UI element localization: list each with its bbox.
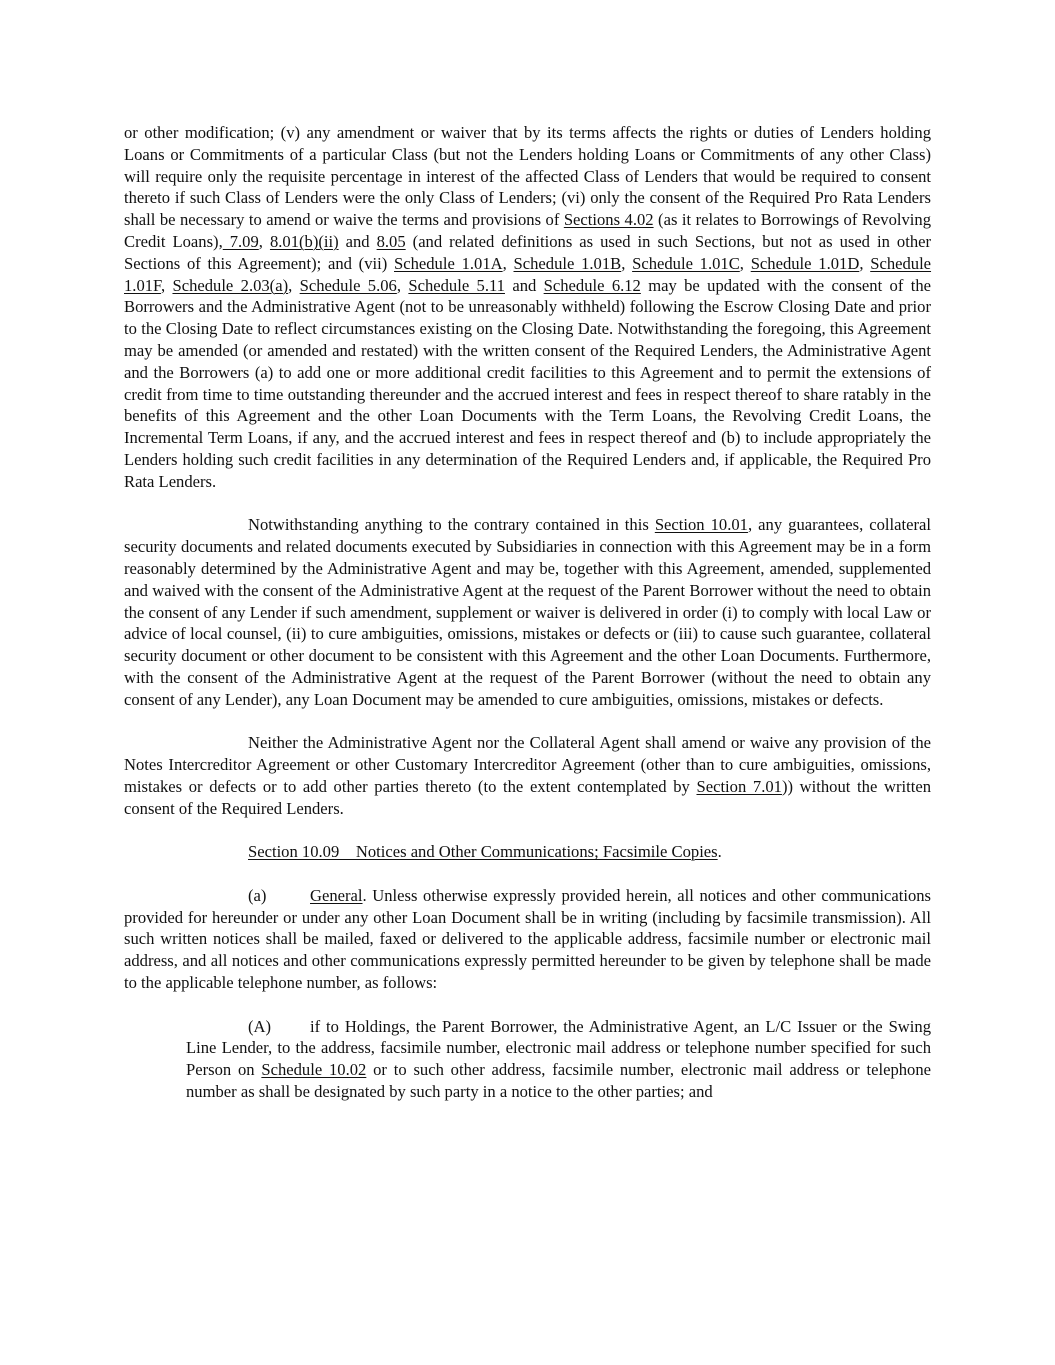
text-run: may be updated with the consent of the Borrowers and the Administrative Agent (not to be unreasonably withheld) following the Escrow Closing Date and prior to the Closing Date to reflect circumstances existing on the Closing Date. Notwithstanding the foregoing, this Agreement may be amended (or amended and restated) with the written consent of the Required Lenders, the Administrative Agent and the Borrowers (a) to add one or more additional credit facilities to this Agreement and to permit the extensions of credit from time to time outstanding thereunder and the accrued interest and fees in respect thereof to share ratably in the benefits of this Agreement and the other Loan Documents with the Term Loans, the Revolving Credit Loans, the Incremental Term Loans, if any, and the accrued interest and fees in respect thereof and (b) to include appropriately the Lenders holding such credit facilities in any determination of the Required Lenders and, if applicable, the Required Pro Rata Lenders.	[124, 275, 932, 491]
text-run: ,	[502, 253, 514, 273]
cross-reference: Schedule 1.01D	[750, 253, 860, 273]
text-run: ,	[621, 253, 633, 273]
section-heading	[124, 841, 931, 863]
cross-reference: Schedule 1.01F	[124, 253, 932, 295]
clause-label: (A)	[248, 1016, 272, 1036]
document-page	[124, 122, 931, 1103]
cross-reference: 8.05	[376, 231, 406, 251]
cross-reference: Schedule 6.12	[543, 275, 641, 295]
text-run: (and related definitions as used in such Sections, but not as used in other Sections of this Agreement); and (vii)	[124, 231, 932, 273]
cross-reference: Schedule 1.01C	[632, 253, 740, 273]
paragraph-general	[124, 885, 931, 994]
text-run: and	[338, 231, 377, 251]
text-run: if to Holdings, the Parent Borrower, the Administrative Agent, an L/C Issuer or the Swing Line Lender, to the address, facsimile number, electronic mail address or telephone number specified for such Person on	[186, 1016, 931, 1080]
paragraph-guarantees	[124, 514, 931, 710]
text-run: ,	[288, 275, 300, 295]
cross-reference: Schedule 10.02	[261, 1060, 367, 1080]
text-run: or other modification; (v) any amendment or waiver that by its terms affects the rights or duties of Lenders holding Loans or Commitments of a particular Class (but not the Lenders holding Loans or Commitments of any other Class) will require only the requisite percentage in interest of the affected Class of Lenders that would be required to consent thereto if such Class of Lenders were the only Class of Lenders; (vi) only the consent of the Required Pro Rata Lenders shall be necessary to amend or waive the terms and provisions of	[124, 123, 931, 230]
text-run: Neither the Administrative Agent nor the Collateral Agent shall amend or waive any provision of the Notes Intercreditor Agreement or other Customary Intercreditor Agreement (other than to cure ambiguities, omissions, mistakes or defects or to add other parties thereto (to the extent contemplated by	[124, 733, 931, 796]
paragraph-intercreditor	[124, 732, 931, 819]
text-run: ,	[160, 275, 173, 295]
cross-reference: Sections 4.02	[563, 210, 654, 230]
cross-reference: Schedule 1.01A	[394, 253, 503, 273]
cross-reference: Schedule 5.06	[299, 275, 397, 295]
text-run: and	[504, 275, 544, 295]
cross-reference: Section 7.01	[696, 776, 782, 796]
section-title: Section 10.09 Notices and Other Communications; Facsimile Copies	[248, 842, 718, 862]
text-run: (as it relates to Borrowings of Revolving Credit Loans),	[124, 210, 931, 251]
text-run: )) without the written consent of the Required Lenders.	[124, 776, 931, 818]
clause-title: General	[310, 885, 363, 905]
clause-label: (a)	[248, 885, 267, 905]
cross-reference: Schedule 1.01B	[513, 253, 622, 273]
text-run: , any guarantees, collateral security documents and related documents executed by Subsidiaries in connection with this Agreement may be in a form reasonably determined by the Administrative Agent and may be, together with this Agreement, amended, supplemented and waived with the consent of the Administrative Agent at the request of the Parent Borrower without the need to obtain the consent of any Lender if such amendment, supplement or waiver is delivered in order (i) to comply with local Law or advice of local counsel, (ii) to cure ambiguities, omissions, mistakes or defects or (iii) to cause such guarantee, collateral security document or other document to be consistent with this Agreement and the other Loan Documents. Furthermore, with the consent of the Administrative Agent at the request of the Parent Borrower (without the need to obtain any consent of any Lender), any Loan Document may be amended to cure ambiguities, omissions, mistakes or defects.	[124, 515, 931, 709]
paragraph-amendments	[124, 122, 931, 493]
cross-reference: Schedule 2.03(a)	[172, 275, 289, 295]
text-run: . Unless otherwise expressly provided herein, all notices and other communications provided for hereunder or under any other Loan Document shall be in writing (including by facsimile transmission). All such written notices shall be mailed, faxed or delivered to the applicable address, facsimile number or electronic mail address, and all notices and other communications expressly permitted hereunder to be given by telephone shall be made to the applicable telephone number, as follows:	[124, 885, 931, 993]
text-run: ,	[396, 275, 409, 295]
cross-reference: Schedule 5.11	[408, 275, 505, 295]
text-run: Notwithstanding anything to the contrary contained in this	[248, 515, 655, 535]
paragraph-item-a	[186, 1016, 931, 1103]
cross-reference: 8.01(b)(ii)	[269, 231, 339, 251]
text-run: .	[717, 842, 722, 862]
text-run: ,	[258, 231, 270, 251]
text-run: ,	[739, 253, 751, 273]
cross-reference: 7.09	[222, 231, 259, 251]
text-run: or to such other address, facsimile number, electronic mail address or telephone number as shall be designated by such party in a notice to the other parties; and	[186, 1060, 932, 1102]
cross-reference: Section 10.01	[654, 515, 748, 535]
text-run: ,	[859, 253, 871, 273]
